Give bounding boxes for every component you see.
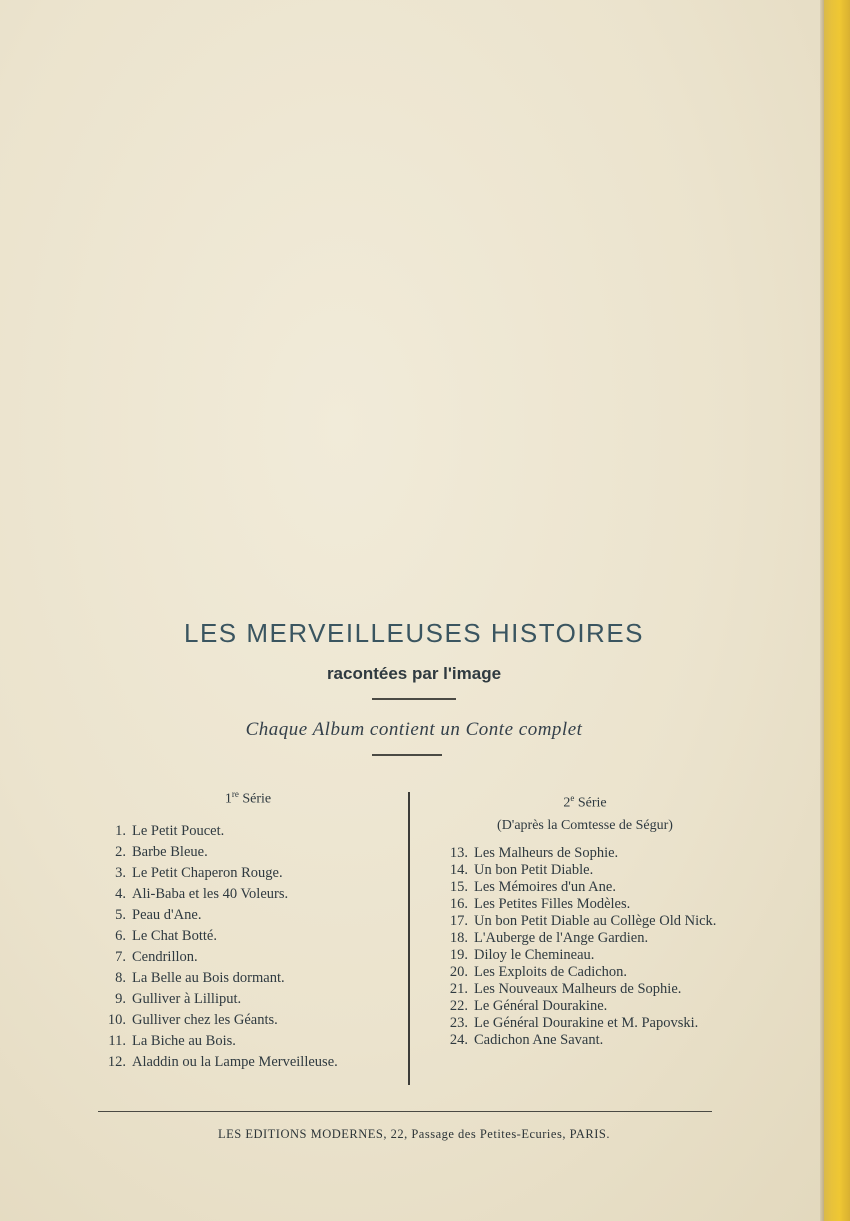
item-number: 1. xyxy=(115,822,126,839)
item-number: 10. xyxy=(107,1011,126,1028)
item-title: Les Mémoires d'un Ane. xyxy=(474,878,616,895)
item-number: 16. xyxy=(449,895,468,912)
item-number: 15. xyxy=(449,878,468,895)
item-title: Cendrillon. xyxy=(132,948,198,965)
item-number: 7. xyxy=(115,948,126,965)
item-title: Le Petit Chaperon Rouge. xyxy=(132,864,283,881)
series-2-column xyxy=(440,787,730,1047)
item-title: Un bon Petit Diable. xyxy=(474,861,594,878)
list-item xyxy=(98,947,398,968)
series-2-list xyxy=(440,843,730,1051)
list-item xyxy=(98,968,398,989)
footer-rule xyxy=(98,1111,712,1112)
item-number: 11. xyxy=(108,1032,126,1049)
item-number: 23. xyxy=(449,1014,468,1031)
item-number: 13. xyxy=(449,844,468,861)
list-item xyxy=(98,989,398,1010)
item-title: Cadichon Ane Savant. xyxy=(474,1031,604,1048)
divider-rule-top xyxy=(372,698,456,700)
series-2-subheading: (D'après la Comtesse de Ségur) xyxy=(497,817,673,833)
item-title: Le Général Dourakine. xyxy=(474,997,608,1014)
item-title: Les Exploits de Cadichon. xyxy=(474,963,628,980)
divider-rule-bottom xyxy=(372,754,442,756)
item-number: 17. xyxy=(449,912,468,929)
item-number: 8. xyxy=(115,969,126,986)
list-item xyxy=(98,842,398,863)
item-title: Ali-Baba et les 40 Voleurs. xyxy=(132,885,289,902)
catalog-subtitle: racontées par l'image xyxy=(326,664,502,683)
item-number: 24. xyxy=(449,1031,468,1048)
series-1-column xyxy=(98,783,398,1073)
column-divider xyxy=(408,792,410,1085)
item-title: Peau d'Ane. xyxy=(132,906,202,923)
list-item xyxy=(98,884,398,905)
series-1-list xyxy=(98,821,398,1073)
item-title: Les Petites Filles Modèles. xyxy=(474,895,631,912)
item-title: Le Petit Poucet. xyxy=(132,822,225,839)
list-item xyxy=(440,1030,730,1051)
item-number: 21. xyxy=(449,980,468,997)
list-item xyxy=(98,1031,398,1052)
item-title: Un bon Petit Diable au Collège Old Nick. xyxy=(474,912,717,929)
list-item xyxy=(98,1052,398,1073)
item-number: 5. xyxy=(115,906,126,923)
item-number: 6. xyxy=(115,927,126,944)
list-item xyxy=(98,905,398,926)
list-item xyxy=(98,863,398,884)
item-title: L'Auberge de l'Ange Gardien. xyxy=(474,929,649,946)
item-number: 14. xyxy=(449,861,468,878)
item-number: 2. xyxy=(115,843,126,860)
item-number: 20. xyxy=(449,963,468,980)
item-title: Barbe Bleue. xyxy=(132,843,208,860)
yellow-spine xyxy=(824,0,850,1221)
item-number: 18. xyxy=(449,929,468,946)
item-title: La Belle au Bois dormant. xyxy=(132,969,285,986)
item-title: Gulliver à Lilliput. xyxy=(132,990,242,1007)
item-title: Les Nouveaux Malheurs de Sophie. xyxy=(474,980,682,997)
item-number: 9. xyxy=(115,990,126,1007)
publisher-footer: LES EDITIONS MODERNES, 22, Passage des Petites-Ecuries, PARIS. xyxy=(218,1127,610,1141)
item-title: Gulliver chez les Géants. xyxy=(132,1011,278,1028)
item-title: Les Malheurs de Sophie. xyxy=(474,844,619,861)
item-number: 4. xyxy=(115,885,126,902)
series-1-heading: 1re Série xyxy=(224,789,272,807)
item-number: 19. xyxy=(449,946,468,963)
list-item xyxy=(98,821,398,842)
item-number: 3. xyxy=(115,864,126,881)
catalog-title: LES MERVEILLEUSES HISTOIRES xyxy=(183,618,645,648)
catalog-tagline: Chaque Album contient un Conte complet xyxy=(245,719,583,740)
item-title: Aladdin ou la Lampe Merveilleuse. xyxy=(132,1053,338,1070)
item-title: Le Général Dourakine et M. Papovski. xyxy=(474,1014,699,1031)
list-item xyxy=(98,926,398,947)
series-2-heading: 2e Série xyxy=(563,793,607,811)
item-number: 22. xyxy=(449,997,468,1014)
item-title: La Biche au Bois. xyxy=(132,1032,236,1049)
item-title: Diloy le Chemineau. xyxy=(474,946,595,963)
list-item xyxy=(98,1010,398,1031)
item-title: Le Chat Botté. xyxy=(132,927,217,944)
item-number: 12. xyxy=(107,1053,126,1070)
